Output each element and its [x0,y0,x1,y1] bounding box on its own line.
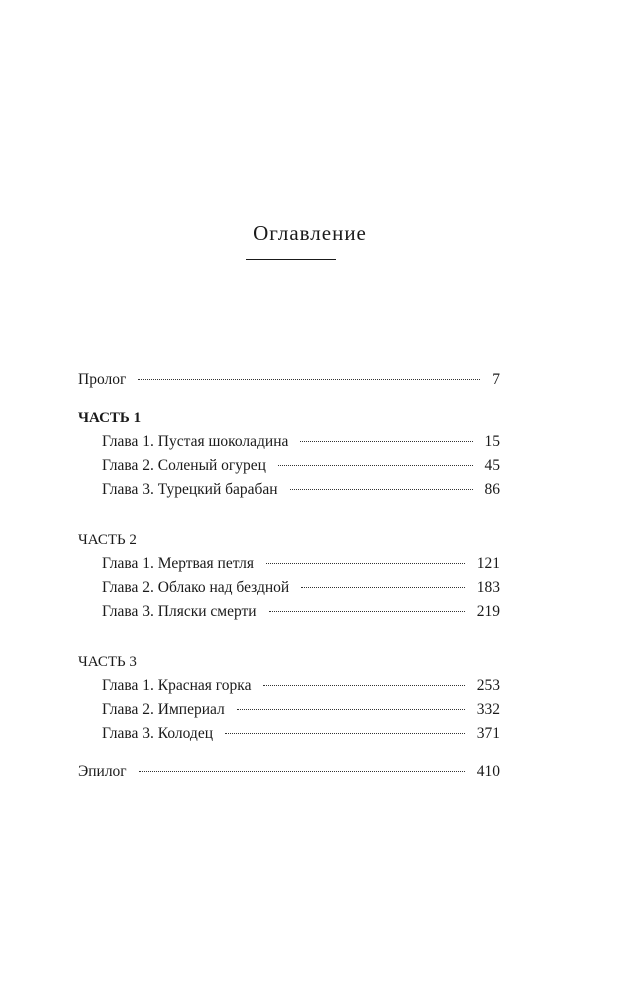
part-heading-2: ЧАСТЬ 2 [78,532,137,548]
toc-entry-page: 410 [476,763,500,780]
toc-entry-label: Пролог [78,371,127,388]
dot-leader [290,489,473,490]
toc-entry-label: Глава 3. Пляски смерти [102,603,257,620]
dot-leader [278,465,473,466]
toc-entry-part3-chapter2[interactable] [78,698,500,722]
toc-entry-part2-chapter3[interactable] [78,600,500,624]
table-of-contents [78,368,500,784]
toc-entry-part3-chapter1[interactable] [78,674,500,698]
toc-entry-page: 219 [476,603,500,620]
dot-leader [301,587,465,588]
spacer [78,746,500,760]
toc-entry-label: Глава 1. Мертвая петля [102,555,254,572]
toc-entry-part1-chapter3[interactable] [78,478,500,502]
toc-entry-label: Глава 3. Турецкий барабан [102,481,278,498]
page-title: Оглавление [253,221,367,245]
toc-entry-page: 371 [476,725,500,742]
dot-leader [263,685,464,686]
toc-entry-label: Глава 2. Соленый огурец [102,457,266,474]
toc-entry-label: Глава 1. Красная горка [102,677,252,694]
toc-entry-part2-chapter1[interactable] [78,552,500,576]
toc-entry-page: 86 [484,481,500,498]
toc-entry-label: Эпилог [78,763,127,780]
toc-entry-part1-chapter2[interactable] [78,454,500,478]
dot-leader [266,563,465,564]
toc-entry-label: Глава 2. Облако над бездной [102,579,290,596]
part-heading-1: ЧАСТЬ 1 [78,410,142,426]
toc-entry-page: 121 [476,555,500,572]
toc-entry-part1-chapter1[interactable] [78,430,500,454]
toc-entry-prologue[interactable] [78,368,500,392]
toc-entry-page: 332 [476,701,500,718]
toc-entry-page: 45 [484,457,500,474]
toc-entry-epilogue[interactable] [78,760,500,784]
toc-entry-page: 15 [484,433,500,450]
toc-entry-part2-chapter2[interactable] [78,576,500,600]
dot-leader [269,611,465,612]
toc-entry-label: Глава 2. Империал [102,701,225,718]
dot-leader [237,709,465,710]
part-heading-3: ЧАСТЬ 3 [78,654,137,670]
toc-entry-page: 183 [476,579,500,596]
toc-entry-part3-chapter3[interactable] [78,722,500,746]
toc-entry-page: 7 [492,371,500,388]
dot-leader [225,733,465,734]
toc-entry-page: 253 [476,677,500,694]
title-divider [246,259,336,260]
dot-leader [138,379,480,380]
dot-leader [139,771,465,772]
dot-leader [300,441,472,442]
toc-entry-label: Глава 3. Колодец [102,725,213,742]
toc-entry-label: Глава 1. Пустая шоколадина [102,433,289,450]
